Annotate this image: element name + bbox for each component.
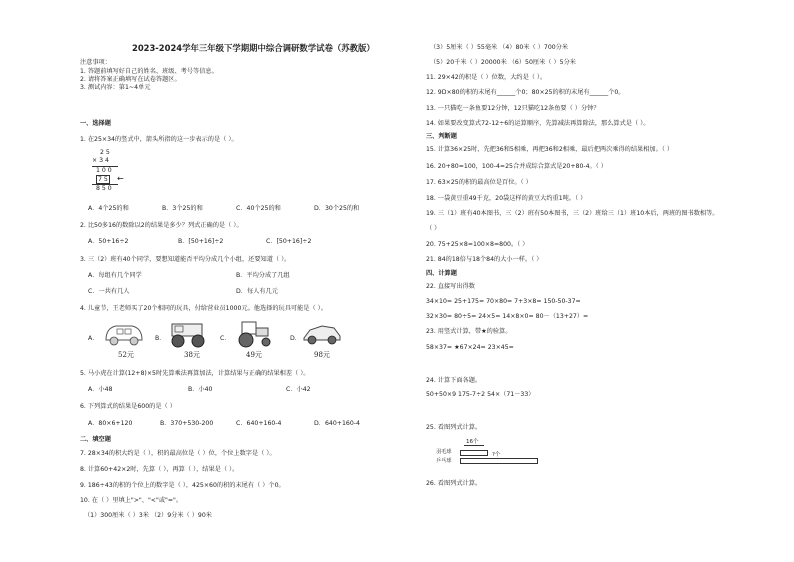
price-label: 98元	[314, 351, 330, 359]
option: B．平均分成了几组	[236, 272, 290, 279]
price-label: 49元	[246, 351, 262, 359]
bar	[460, 458, 538, 464]
option-label: C．	[220, 335, 231, 342]
option-label: D．	[290, 335, 301, 342]
arrow-icon: ←	[117, 174, 124, 183]
option: A．4个25的和	[88, 205, 129, 212]
question-text: （5）20千米（ ）20000米 （6）50厘米（ ）5分米	[430, 59, 576, 66]
bar	[460, 450, 488, 456]
option: C．[50+16]÷2	[266, 238, 312, 245]
row-label: 乒乓球	[436, 458, 452, 464]
option: A．小48	[88, 386, 113, 393]
diagram-label: ?个	[492, 452, 501, 458]
diagram-label: 16个	[466, 439, 479, 445]
question-text: 13. 一只猫吃一条鱼要12分钟，12只猫吃12条鱼要（ ）分钟？	[426, 105, 600, 112]
option: D．30个25的和	[314, 205, 360, 212]
vertical-row: 2 5	[100, 149, 110, 156]
section-heading: 二、填空题	[80, 436, 111, 443]
section-heading: 三、判断题	[426, 133, 457, 140]
option: C．小42	[286, 386, 311, 393]
section-heading: 一、选择题	[80, 120, 111, 127]
notes-heading: 注意事项：	[80, 59, 111, 66]
exam-title: 2023-2024学年三年级下学期期中综合调研数学试卷（苏教版）	[132, 43, 375, 53]
question-text: 9. 186÷43的积的个位上的数字是（ ），425×60的积的末尾有（ ）个0。	[80, 482, 285, 489]
option-label: B．	[155, 335, 166, 342]
option: C．一共有几人	[88, 288, 130, 295]
question-text: 5. 马小虎在计算(12+8)×5时先算乘法再算加法，计算结果与正确的结果相差（ ）。	[80, 370, 310, 377]
calc-row: 32×30= 80÷5= 24×5= 14×8×0= 80－（13+27）=	[426, 313, 589, 320]
question-text: 16. 20+80=100，100-4=25合并成综合算式是20+80-4。（ ）	[426, 163, 607, 170]
question-text: 8. 计算60+42×2时，先算（ ），再算（ ），结果是（ ）。	[80, 466, 239, 473]
vertical-row-boxed: 7 5	[98, 176, 108, 183]
option: D．640+160-4	[314, 420, 360, 427]
question-text: 18. 一袋黄豆重49千克，20袋这样的黄豆大约重1吨。（ ）	[426, 195, 587, 202]
question-text: 15. 计算36×25时，先把36和5相乘，再把36和2相乘，最后把两次乘得的结果相加。（ ）	[426, 146, 674, 153]
price-label: 38元	[184, 351, 200, 359]
question-text: （3）5厘米（ ）55毫米 （4）80米（ ）700分米	[430, 44, 569, 51]
option: B．小40	[188, 386, 213, 393]
bar-diagram	[436, 438, 546, 468]
option: C．640+160-4	[236, 420, 282, 427]
question-text: （ ）	[426, 225, 441, 232]
question-text: 1. 在25×34的竖式中，箭头所指的这一步表示的是（ ）。	[80, 136, 238, 143]
toy-car-icon	[102, 318, 146, 348]
option: A．50+16÷2	[88, 238, 129, 245]
note-item: 1. 答题前填写好自己的姓名、班级、考号等信息。	[80, 68, 218, 75]
section-heading: 四、计算题	[426, 270, 457, 277]
sports-car-icon	[300, 318, 344, 348]
calc-row: 58×37= ★67×24= 23×45=	[426, 344, 514, 351]
calc-row: 50+50×9 175-7÷2 54×（71－33）	[426, 391, 535, 398]
vertical-row: 1 0 0	[96, 167, 112, 174]
question-text: （1）300厘米（ ）3米 （2）9分米（ ）90米	[84, 512, 212, 519]
option: A．每组有几个同学	[88, 272, 142, 279]
question-text: 14. 如果要改变算式72-12÷6的运算顺序，先算减法再算除法，那么算式是（ ）。	[426, 120, 650, 127]
question-text: 6. 下列算式的结果是600的是（ ）	[80, 403, 176, 410]
vertical-row: 8 5 0	[96, 185, 112, 192]
question-text: 2. 比50多16的数除以2的结果是多少？列式正确的是（ ）。	[80, 222, 243, 229]
question-text: 26. 看图列式计算。	[426, 480, 482, 487]
question-text: 17. 63×25的积的最高位是百位。（ ）	[426, 179, 532, 186]
tractor-icon	[232, 318, 276, 348]
option-label: A．	[88, 335, 99, 342]
vertical-multiplication	[92, 149, 152, 195]
option: D．每人有几元	[236, 288, 278, 295]
note-item: 3. 测试内容：第1~4单元	[80, 84, 151, 91]
vertical-row: × 3 4	[92, 157, 109, 164]
option: B．370+530-200	[160, 420, 214, 427]
note-item: 2. 请将答案正确填写在试卷答题区。	[80, 76, 181, 83]
question-text: 12. 9D×80的积的末尾有______个0；80×25的积的末尾有______个0。	[426, 89, 625, 96]
question-text: 7. 28×34的积大约是（ ），积的最高位是（ ）位，个位上数字是（ ）。	[80, 450, 276, 457]
bracket-line	[464, 445, 484, 446]
question-text: 24. 计算下面各题。	[426, 377, 482, 384]
question-text: 23. 用竖式计算，带★的验算。	[426, 328, 512, 335]
option: A．80×6+120	[88, 420, 133, 427]
question-text: 3. 三（2）班有40个同学，要想知道能否平均分成几个小组，还要知道（ ）。	[80, 256, 291, 263]
question-text: 4. 儿童节，王老师买了20个相同的玩具，付给营业员1000元。他选择的玩具可能是（ ）。	[80, 305, 327, 312]
option: B．[50+16]÷2	[178, 238, 224, 245]
price-label: 52元	[118, 351, 134, 359]
question-text: 25. 看图列式计算。	[426, 424, 482, 431]
option: C．40个25的和	[236, 205, 281, 212]
question-text: 10. 在（ ）里填上">"、"<"或"="。	[80, 497, 183, 504]
question-text: 21. 84的18倍与18个84的大小一样。（ ）	[426, 256, 543, 263]
row-label: 羽毛球	[436, 449, 452, 455]
option: B．3个25的和	[162, 205, 203, 212]
question-text: 19. 三（1）班有40本图书，三（2）班有50本图书，三（2）班给三（1）班10本后，两班的图书数相等。	[426, 210, 719, 217]
question-text: 11. 29×42的积是（ ）位数，大约是（ ）。	[426, 74, 547, 81]
question-text: 20. 75+25×8=100×8=800。（ ）	[426, 241, 529, 248]
question-text: 22. 直接写出得数	[426, 283, 475, 290]
calc-row: 34×10= 25+175= 70×80= 7+3×8= 150-50-37=	[426, 298, 581, 305]
monster-truck-icon	[166, 318, 210, 348]
